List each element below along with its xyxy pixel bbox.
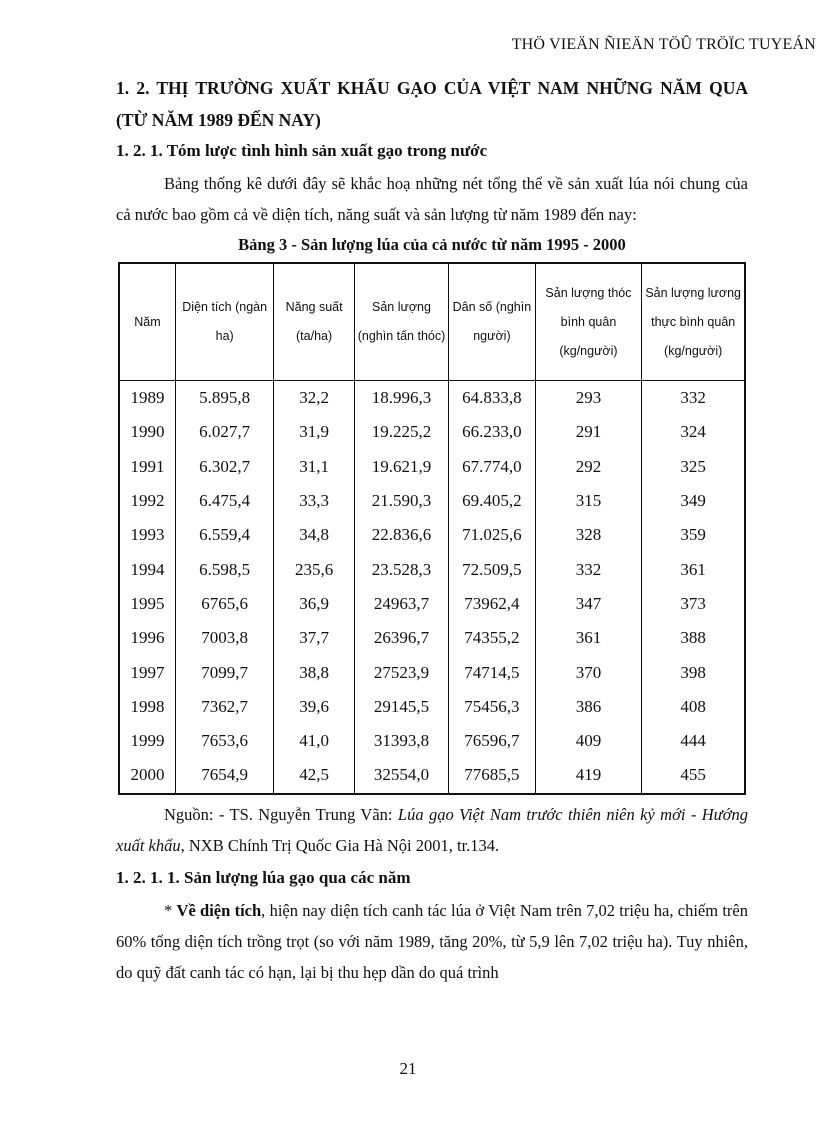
cell-population: 69.405,2 [449, 484, 535, 518]
cell-area: 7654,9 [175, 758, 274, 793]
production-table [118, 262, 746, 795]
cell-population: 67.774,0 [449, 450, 535, 484]
source-suffix: , NXB Chính Trị Quốc Gia Hà Nội 2001, tr.134. [180, 835, 500, 855]
cell-year: 1998 [119, 690, 175, 724]
cell-year: 1993 [119, 518, 175, 552]
cell-food-per-capita: 361 [642, 552, 745, 586]
subsubsection-title: 1. 2. 1. 1. Sản lượng lúa gạo qua các năm [116, 867, 411, 887]
cell-output: 18.996,3 [354, 381, 449, 416]
cell-area: 6.598,5 [175, 552, 274, 586]
area-lead: * [164, 900, 177, 920]
cell-output: 22.836,6 [354, 518, 449, 552]
cell-area: 7362,7 [175, 690, 274, 724]
cell-paddy-per-capita: 293 [535, 381, 642, 416]
cell-food-per-capita: 349 [642, 484, 745, 518]
cell-paddy-per-capita: 332 [535, 552, 642, 586]
cell-yield: 42,5 [274, 758, 354, 793]
table-row [119, 587, 745, 621]
library-header: THÖ VIEÄN ÑIEÄN TÖÛ TRÖÏC TUYEÁN [511, 36, 816, 53]
cell-population: 64.833,8 [449, 381, 535, 416]
cell-population: 74355,2 [449, 621, 535, 655]
header-cell-population: Dân số (nghìn người) [449, 263, 535, 381]
cell-year: 1991 [119, 450, 175, 484]
table-body [119, 381, 745, 794]
header-cell-yield: Năng suất (ta/ha) [274, 263, 354, 381]
cell-output: 19.621,9 [354, 450, 449, 484]
cell-yield: 41,0 [274, 724, 354, 758]
header-cell-output: Sản lượng (nghìn tấn thóc) [354, 263, 449, 381]
cell-paddy-per-capita: 315 [535, 484, 642, 518]
cell-paddy-per-capita: 291 [535, 415, 642, 449]
area-text: , hiện nay diện tích canh tác lúa ở Việt Nam trên 7,02 triệu ha, chiếm trên 60% tổng diện tích trồng trọt (so với năm 1989, tăng 20%, từ 5,9 lên 7,02 triệu ha). Tuy nhiên, do quỹ đất canh tác có hạn, lại bị thu hẹp dần do quá trình [116, 900, 748, 982]
header-cell-area: Diện tích (ngàn ha) [175, 263, 274, 381]
table-row [119, 415, 745, 449]
table-row [119, 690, 745, 724]
cell-population: 72.509,5 [449, 552, 535, 586]
cell-year: 1999 [119, 724, 175, 758]
table-row [119, 655, 745, 689]
cell-yield: 37,7 [274, 621, 354, 655]
cell-population: 77685,5 [449, 758, 535, 793]
cell-paddy-per-capita: 409 [535, 724, 642, 758]
table-title: Bảng 3 - Sản lượng lúa của cả nước từ năm 1995 - 2000 [238, 235, 626, 254]
cell-area: 6.302,7 [175, 450, 274, 484]
intro-paragraph: Bảng thống kê dưới đây sẽ khắc hoạ những nét tổng thể về sản xuất lúa nói chung của cả nước bao gồm cả về diện tích, năng suất và sản lượng từ năm 1989 đến nay: [116, 174, 748, 224]
cell-yield: 31,9 [274, 415, 354, 449]
cell-food-per-capita: 359 [642, 518, 745, 552]
cell-output: 27523,9 [354, 655, 449, 689]
area-bold-label: Về diện tích [176, 900, 262, 920]
cell-area: 6.475,4 [175, 484, 274, 518]
source-title: Lúa gạo Việt Nam trước thiên niên kỷ mới - Hướng xuất khẩu [116, 804, 748, 855]
cell-area: 7003,8 [175, 621, 274, 655]
cell-output: 23.528,3 [354, 552, 449, 586]
cell-year: 1990 [119, 415, 175, 449]
cell-area: 6765,6 [175, 587, 274, 621]
cell-area: 7099,7 [175, 655, 274, 689]
cell-year: 2000 [119, 758, 175, 793]
cell-output: 32554,0 [354, 758, 449, 793]
cell-paddy-per-capita: 386 [535, 690, 642, 724]
cell-yield: 32,2 [274, 381, 354, 416]
page-number: 21 [399, 1059, 417, 1078]
cell-population: 75456,3 [449, 690, 535, 724]
cell-paddy-per-capita: 370 [535, 655, 642, 689]
cell-food-per-capita: 398 [642, 655, 745, 689]
cell-paddy-per-capita: 361 [535, 621, 642, 655]
cell-area: 6.559,4 [175, 518, 274, 552]
cell-food-per-capita: 408 [642, 690, 745, 724]
cell-output: 19.225,2 [354, 415, 449, 449]
cell-food-per-capita: 332 [642, 381, 745, 416]
cell-food-per-capita: 373 [642, 587, 745, 621]
cell-population: 76596,7 [449, 724, 535, 758]
cell-output: 24963,7 [354, 587, 449, 621]
cell-paddy-per-capita: 292 [535, 450, 642, 484]
cell-year: 1989 [119, 381, 175, 416]
cell-year: 1997 [119, 655, 175, 689]
header-cell-food-per-capita: Sản lượng lương thực bình quân (kg/người) [642, 263, 745, 381]
cell-population: 74714,5 [449, 655, 535, 689]
cell-area: 5.895,8 [175, 381, 274, 416]
cell-food-per-capita: 455 [642, 758, 745, 793]
cell-food-per-capita: 324 [642, 415, 745, 449]
cell-population: 66.233,0 [449, 415, 535, 449]
cell-output: 31393,8 [354, 724, 449, 758]
table-header-row [119, 263, 745, 381]
section-title: 1. 2. THỊ TRƯỜNG XUẤT KHẨU GẠO CỦA VIỆT NAM NHỮNG NĂM QUA (TỪ NĂM 1989 ĐẾN NAY) [116, 78, 748, 130]
cell-year: 1992 [119, 484, 175, 518]
cell-year: 1994 [119, 552, 175, 586]
cell-population: 73962,4 [449, 587, 535, 621]
cell-area: 7653,6 [175, 724, 274, 758]
cell-yield: 33,3 [274, 484, 354, 518]
cell-year: 1995 [119, 587, 175, 621]
source-citation [116, 799, 748, 861]
table-row [119, 552, 745, 586]
table-row [119, 758, 745, 793]
header-cell-paddy-per-capita: Sản lượng thóc bình quân (kg/người) [535, 263, 642, 381]
subsection-title: 1. 2. 1. Tóm lược tình hình sản xuất gạo trong nước [116, 141, 488, 160]
source-prefix: Nguồn: - TS. Nguyễn Trung Vãn: [164, 804, 398, 824]
cell-yield: 235,6 [274, 552, 354, 586]
document-body [116, 72, 748, 988]
cell-yield: 38,8 [274, 655, 354, 689]
cell-area: 6.027,7 [175, 415, 274, 449]
cell-food-per-capita: 325 [642, 450, 745, 484]
cell-year: 1996 [119, 621, 175, 655]
cell-food-per-capita: 388 [642, 621, 745, 655]
table-row [119, 621, 745, 655]
cell-population: 71.025,6 [449, 518, 535, 552]
area-paragraph [116, 895, 748, 988]
cell-food-per-capita: 444 [642, 724, 745, 758]
table-row [119, 450, 745, 484]
cell-paddy-per-capita: 347 [535, 587, 642, 621]
cell-yield: 34,8 [274, 518, 354, 552]
table-row [119, 518, 745, 552]
cell-output: 26396,7 [354, 621, 449, 655]
table-row [119, 724, 745, 758]
cell-paddy-per-capita: 419 [535, 758, 642, 793]
cell-output: 29145,5 [354, 690, 449, 724]
cell-output: 21.590,3 [354, 484, 449, 518]
cell-yield: 31,1 [274, 450, 354, 484]
table-row [119, 484, 745, 518]
header-cell-year: Năm [119, 263, 175, 381]
cell-yield: 39,6 [274, 690, 354, 724]
cell-yield: 36,9 [274, 587, 354, 621]
table-row [119, 381, 745, 416]
cell-paddy-per-capita: 328 [535, 518, 642, 552]
